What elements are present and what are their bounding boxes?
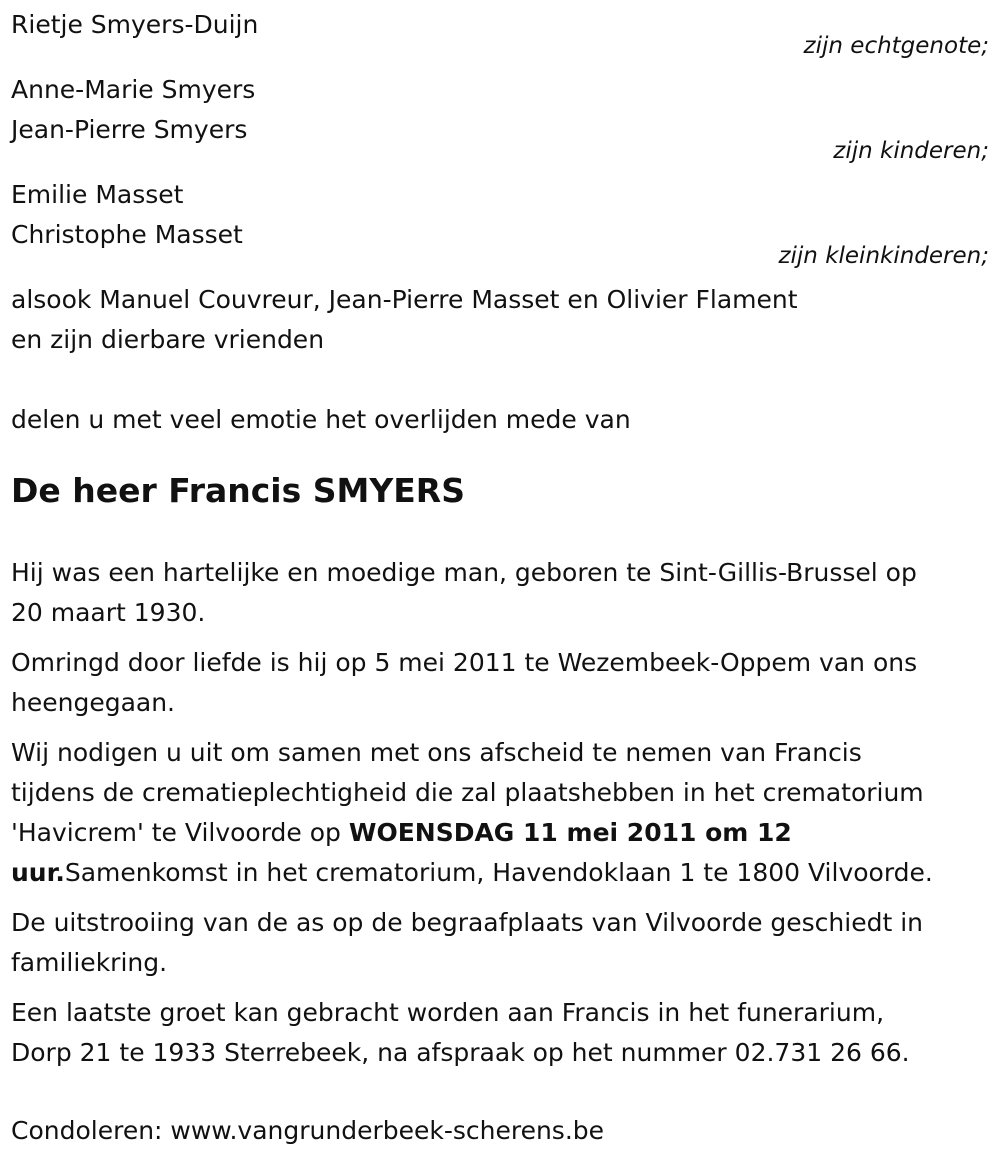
paragraph-line: De uitstrooiing van de as op de begraafplaats van Vilvoorde geschiedt in <box>11 908 924 937</box>
paragraph-birth <box>11 553 991 633</box>
paragraph-line: 20 maart 1930. <box>11 598 206 627</box>
spouse-name: Rietje Smyers-Duijn <box>11 10 259 39</box>
paragraph-line: Hij was een hartelijke en moedige man, geboren te Sint-Gillis-Brussel op <box>11 558 917 587</box>
paragraph-line <box>11 853 991 893</box>
paragraph-line: Omringd door liefde is hij op 5 mei 2011 te Wezembeek-Oppem van ons <box>11 648 918 677</box>
family-spouse <box>11 5 991 58</box>
paragraph-ceremony <box>11 733 991 893</box>
spacer <box>11 360 991 400</box>
condolences-link[interactable]: Condoleren: www.vangrunderbeek-scherens.be <box>11 1116 605 1145</box>
spouse-role: zijn echtgenote; <box>803 33 989 59</box>
grandchild-name: Christophe Masset <box>11 220 243 249</box>
others-line: en zijn dierbare vrienden <box>11 325 325 354</box>
child-name: Jean-Pierre Smyers <box>11 115 248 144</box>
paragraph-line: Een laatste groet kan gebracht worden aan Francis in het funerarium, <box>11 998 885 1027</box>
ceremony-time-suffix: uur. <box>11 858 65 887</box>
paragraph-funerarium <box>11 993 991 1073</box>
children-role: zijn kinderen; <box>833 138 989 164</box>
others-line: alsook Manuel Couvreur, Jean-Pierre Masset en Olivier Flament <box>11 285 798 314</box>
paragraph-line: tijdens de crematieplechtigheid die zal plaatshebben in het crematorium <box>11 778 924 807</box>
family-grandchildren <box>11 175 991 268</box>
grandchildren-role: zijn kleinkinderen; <box>778 243 989 269</box>
paragraph-ashes <box>11 903 991 983</box>
grandchild-name: Emilie Masset <box>11 180 184 209</box>
obituary-notice <box>11 5 991 1151</box>
gathering-location: Samenkomst in het crematorium, Havendoklaan 1 te 1800 Vilvoorde. <box>64 858 933 887</box>
family-others <box>11 280 991 360</box>
paragraph-line: Wij nodigen u uit om samen met ons afscheid te nemen van Francis <box>11 738 862 767</box>
family-children <box>11 70 991 163</box>
paragraph-line: heengegaan. <box>11 688 176 717</box>
paragraph-line <box>11 813 991 853</box>
paragraph-line: Dorp 21 te 1933 Sterrebeek, na afspraak op het nummer 02.731 26 66. <box>11 1038 910 1067</box>
paragraph-death <box>11 643 991 723</box>
ceremony-venue: 'Havicrem' te Vilvoorde op <box>11 818 349 847</box>
paragraph-line: familiekring. <box>11 948 168 977</box>
ceremony-date: WOENSDAG 11 mei 2011 om 12 <box>348 818 792 847</box>
intro-text: delen u met veel emotie het overlijden mede van <box>11 405 631 434</box>
child-name: Anne-Marie Smyers <box>11 75 256 104</box>
deceased-name: De heer Francis SMYERS <box>11 471 465 510</box>
